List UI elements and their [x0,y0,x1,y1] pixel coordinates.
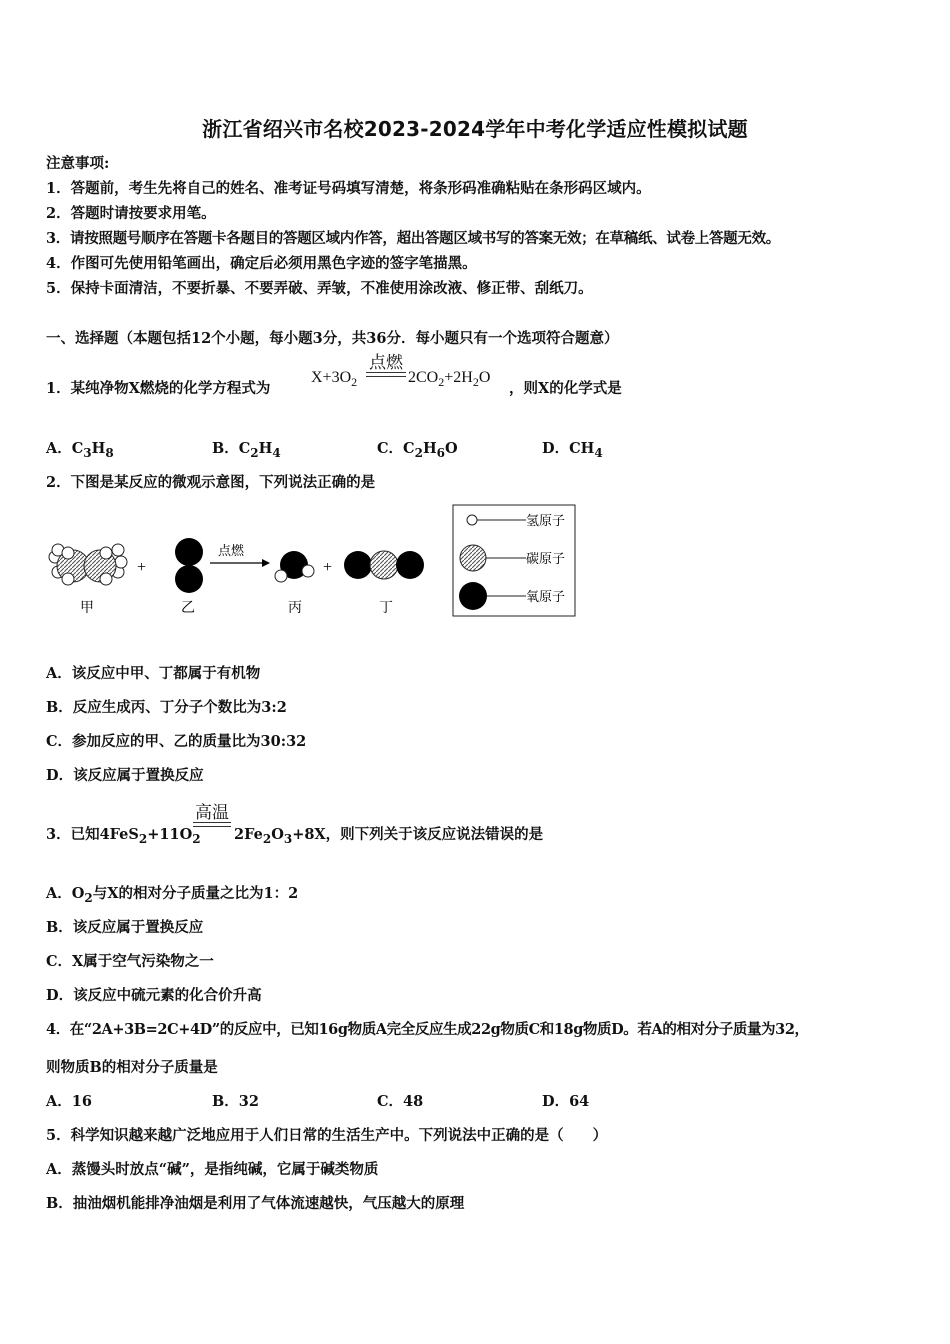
label-ding: 丁 [379,600,393,616]
label-jia: 甲 [80,600,94,616]
notice-item: 2．答题时请按要求用笔。 [46,205,216,222]
q3-equation-left: 3．已知$4FeS_2+11O_2$ [46,826,201,846]
q3-equals-sign [193,822,231,827]
arrow-label: 点燃 [218,544,245,559]
plus-sign: + [137,559,147,576]
q1-option-d: D．$CH_4$ [542,440,603,460]
q1-suffix: ，则X的化学式是 [509,380,622,397]
q4-stem-line2: 则物质B的相对分子质量是 [46,1059,218,1076]
q1-prefix: 1．某纯净物X燃烧的化学方程式为 [46,380,271,397]
section-heading: 一、选择题（本题包括12个小题，每小题3分，共36分．每小题只有一个选项符合题意） [46,330,619,347]
molecule-jia [49,544,127,585]
q5-option-b: B．抽油烟机能排净油烟是利用了气体流速越快，气压越大的原理 [46,1195,465,1212]
q2-option-d: D．该反应属于置换反应 [46,767,204,784]
molecule-ding [344,551,424,579]
q4-option-d: D．64 [542,1093,590,1110]
q4-option-b: B．32 [212,1093,259,1110]
q3-option-b: B．该反应属于置换反应 [46,919,204,936]
q1-option-b: B．$C_2H_4$ [212,440,281,460]
q3-condition: 高温 [195,803,229,822]
q5-option-a: A．蒸馒头时放点“碱”，是指纯碱，它属于碱类物质 [46,1161,379,1178]
q1-eq-left: $X+3O_2$ [311,369,358,390]
q3-option-c: C．X属于空气污染物之一 [46,953,214,970]
label-yi: 乙 [181,600,195,616]
notice-item: 5．保持卡面清洁，不要折暴、不要弄破、弄皱，不准使用涂改液、修正带、刮纸刀。 [46,280,593,297]
molecule-yi [175,538,203,593]
q3-equation-right: $2Fe_2O_3+8X$，则下列关于该反应说法错误的是 [234,826,544,846]
q5-stem: 5．科学知识越来越广泛地应用于人们日常的生活生产中。下列说法中正确的是（ ） [46,1127,608,1144]
diagram-legend [453,505,575,616]
q1-condition: 点燃 [369,353,403,372]
reaction-arrow-icon [210,559,270,567]
label-bing: 丙 [288,600,302,616]
q4-stem-line1: 4．在“2A+3B=2C+4D”的反应中，已知16g物质A完全反应生成22g物质C和18g物质D。若A的相对分子质量为32， [46,1021,809,1038]
notice-item: 1．答题前，考生先将自己的姓名、准考证号码填写清楚，将条形码准确粘贴在条形码区域内。 [46,180,651,197]
q1-eq-right: $2CO_2+2H_2O$ [408,369,491,390]
notice-item: 4．作图可先使用铅笔画出，确定后必须用黑色字迹的签字笔描黑。 [46,255,477,272]
q3-option-d: D．该反应中硫元素的化合价升高 [46,987,262,1004]
notice-heading: 注意事项: [46,155,110,172]
q2-option-c: C．参加反应的甲、乙的质量比为30:32 [46,733,307,750]
legend-hydrogen: 氢原子 [526,514,566,529]
q1-equals-sign [366,372,406,377]
q4-option-c: C．48 [377,1093,424,1110]
q4-option-a: A．16 [46,1093,92,1110]
q3-option-a: A．$O_2$与X的相对分子质量之比为1：2 [46,885,299,905]
q2-stem: 2．下图是某反应的微观示意图，下列说法正确的是 [46,474,376,491]
legend-carbon: 碳原子 [526,552,566,567]
molecule-bing [275,551,314,582]
legend-oxygen: 氧原子 [526,590,566,605]
q2-option-b: B．反应生成丙、丁分子个数比为3:2 [46,699,287,716]
q1-option-a: A．$C_3H_8$ [46,440,114,460]
plus-sign: + [323,559,333,576]
q2-option-a: A．该反应中甲、丁都属于有机物 [46,665,261,682]
page-title: 浙江省绍兴市名校2023-2024学年中考化学适应性模拟试题 [202,117,748,141]
reaction-diagram [40,500,600,625]
q1-option-c: C．$C_2H_6O$ [377,440,458,460]
notice-item: 3．请按照题号顺序在答题卡各题目的答题区域内作答，超出答题区域书写的答案无效；在草稿纸、试卷上答题无效。 [46,230,780,247]
